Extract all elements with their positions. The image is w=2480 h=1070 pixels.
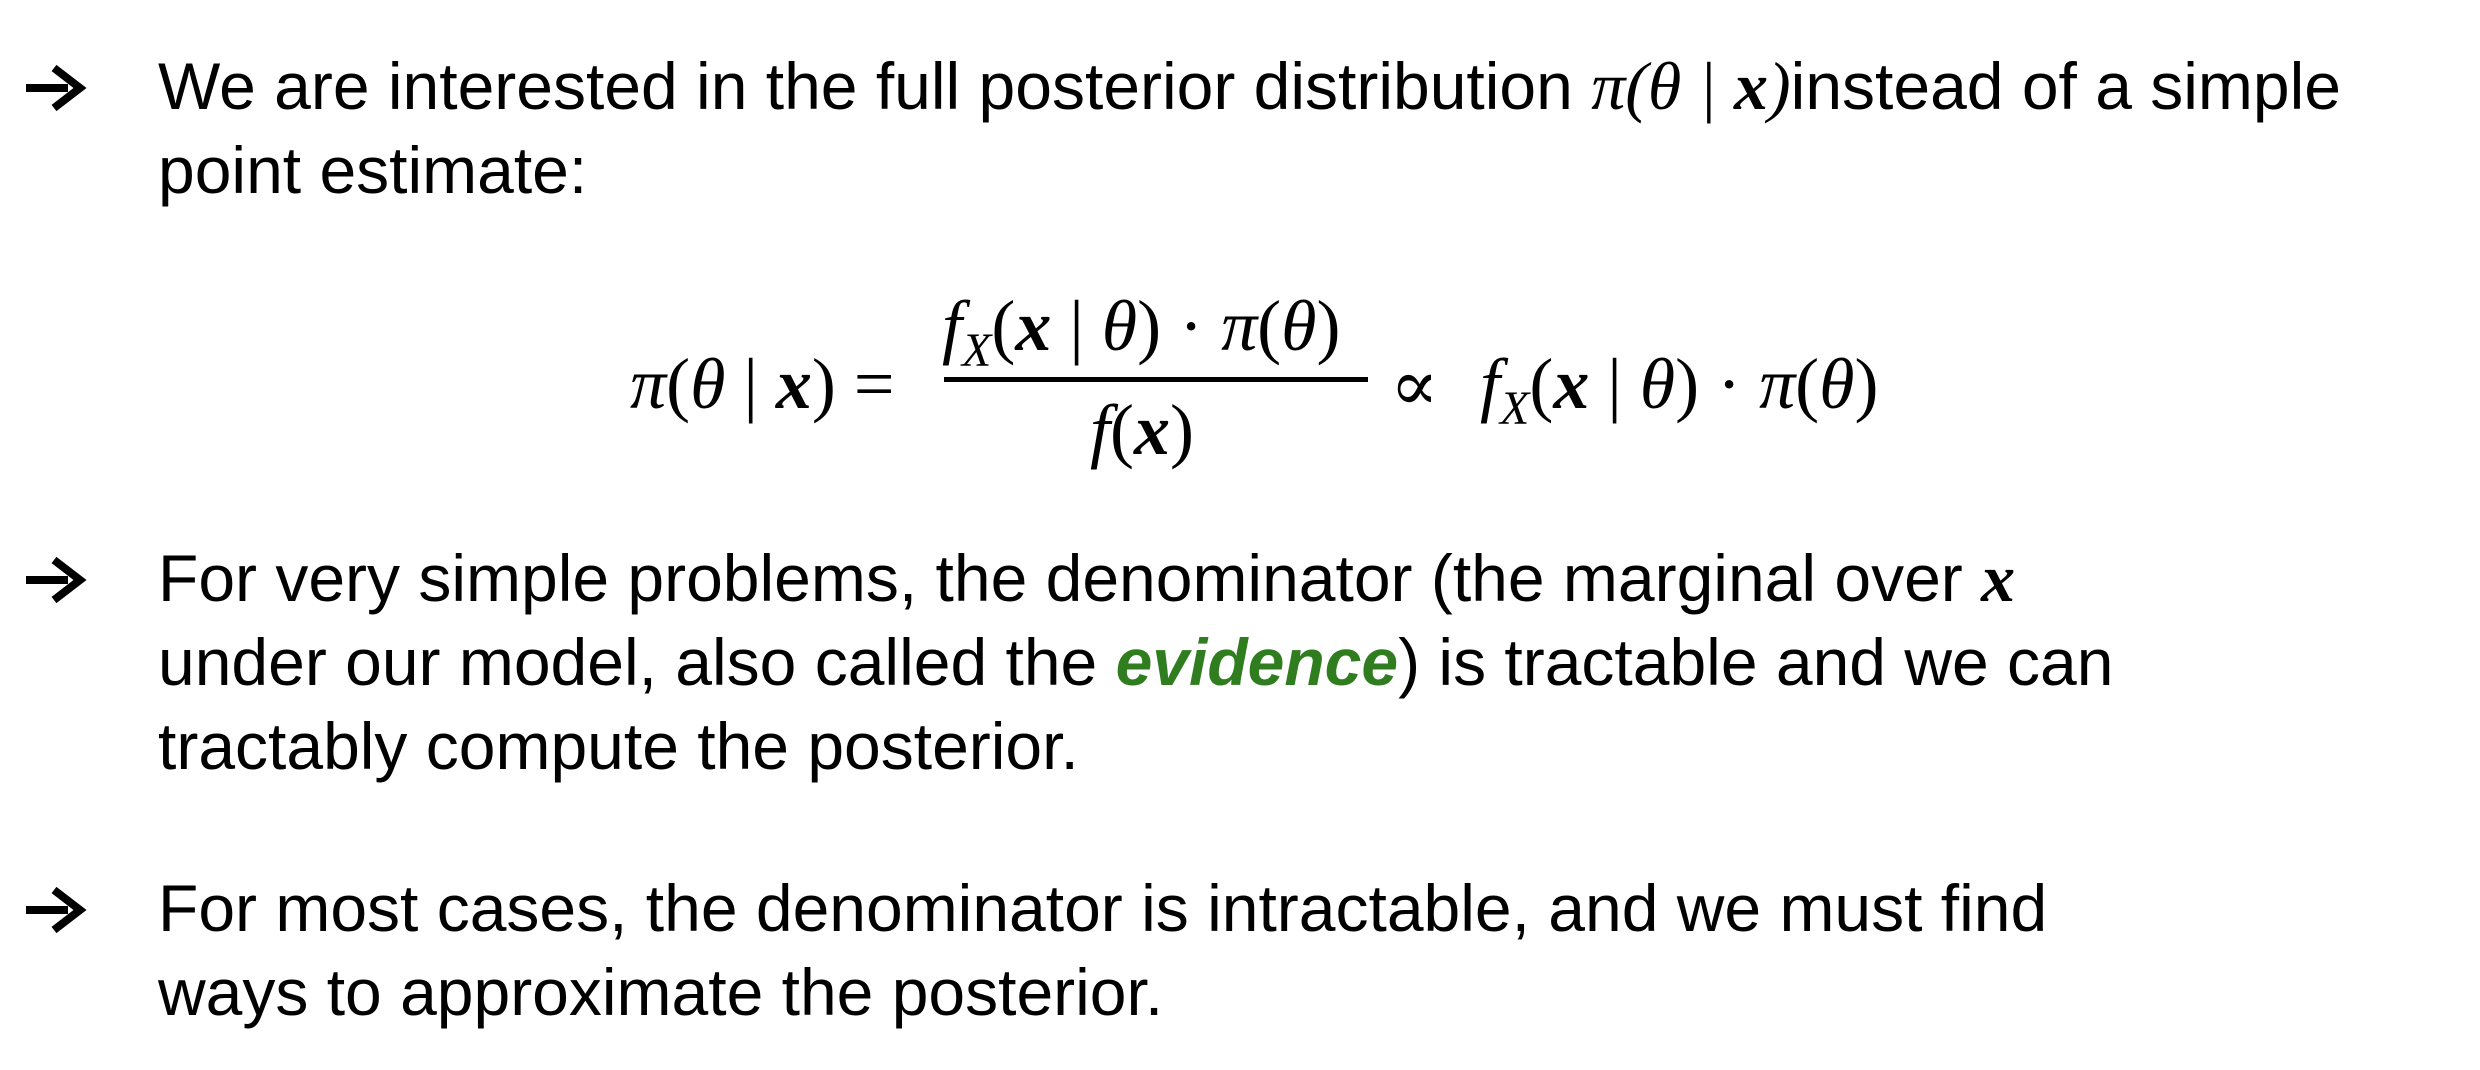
- bullet-2-text-suffix: ) is tractable and we can: [1398, 625, 2114, 699]
- right-arrow-icon: [24, 554, 88, 606]
- posterior-inline-math: π(θ | x): [1591, 48, 1791, 124]
- bayes-equation: [630, 285, 1930, 485]
- bullet-2-text-prefix: under our model, also called the: [158, 625, 1116, 699]
- bullet-1-text-prefix: We are interested in the full posterior distribution: [158, 49, 1592, 123]
- proportional-symbol: ∝: [1390, 346, 1439, 426]
- marginal-x-math: x: [1981, 540, 2016, 616]
- bullet-2-text-start: For very simple problems, the denominator (the marginal over: [158, 541, 1982, 615]
- bullet-1-text: [158, 44, 2458, 212]
- equation-denominator: f(x): [1090, 390, 1194, 470]
- bullet-2-text: [158, 536, 2458, 788]
- bullet-2-line-2: [158, 620, 2458, 704]
- bullet-3-line-2: ways to approximate the posterior.: [158, 955, 1164, 1029]
- right-arrow-icon: [24, 884, 88, 936]
- equation-rhs: $f_X(x$ | θ) · π(θ): [1480, 344, 1879, 435]
- bullet-1-line-2: point estimate:: [158, 133, 588, 207]
- right-arrow-icon: [24, 62, 88, 114]
- bullet-1-line-1: [158, 44, 2458, 128]
- bullet-1-text-suffix: instead of a simple: [1790, 49, 2341, 123]
- equation-lhs: π(θ | x) =: [630, 344, 895, 424]
- equation-numerator: $f_X(x$ | θ) · π(θ): [942, 286, 1341, 377]
- bullet-2-line-1: [158, 536, 2458, 620]
- bullet-2-line-3: tractably compute the posterior.: [158, 709, 1079, 783]
- bullet-3-text: [158, 866, 2458, 1034]
- fraction-bar: [944, 377, 1368, 382]
- evidence-highlight: evidence: [1115, 625, 1399, 699]
- bullet-3-line-1: For most cases, the denominator is intractable, and we must find: [158, 871, 2048, 945]
